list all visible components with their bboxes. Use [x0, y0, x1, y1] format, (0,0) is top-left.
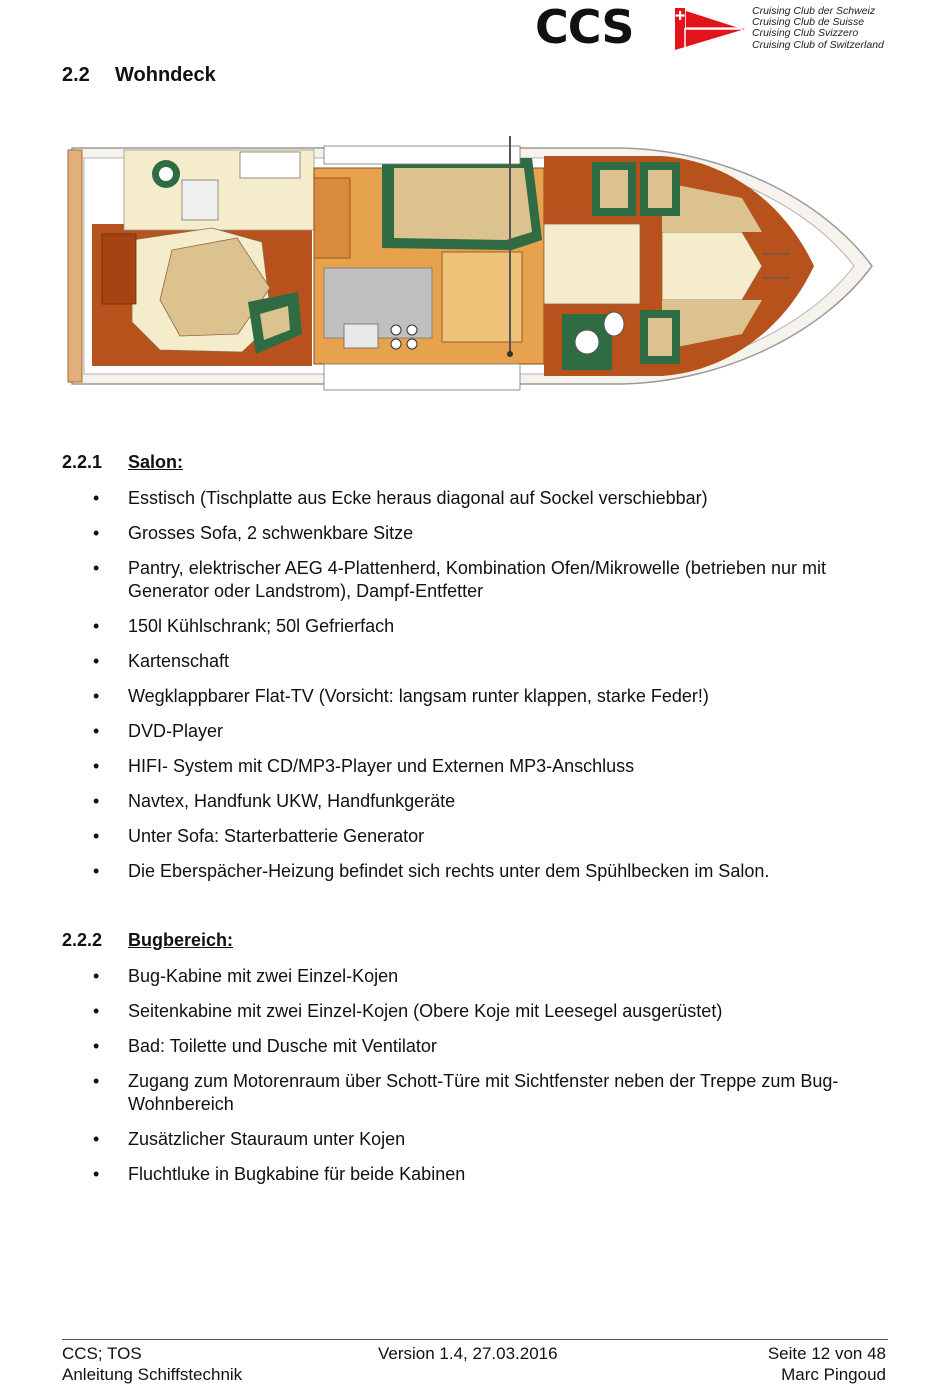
list-item: • Grosses Sofa, 2 schwenkbare Sitze	[62, 522, 882, 545]
subsection-heading-salon	[62, 452, 183, 473]
footer-page-number: Seite 12 von 48	[767, 1344, 886, 1363]
list-item: • Seitenkabine mit zwei Einzel-Kojen (Obere Koje mit Leesegel ausgerüstet)	[62, 1000, 882, 1023]
footer-org: CCS; TOS	[62, 1344, 142, 1363]
logo-name-de: Cruising Club der Schweiz	[752, 5, 876, 17]
logo-name-en: Cruising Club of Switzerland	[752, 38, 884, 51]
list-item: • Die Eberspächer-Heizung befindet sich rechts unter dem Spühlbecken im Salon.	[62, 860, 882, 883]
list-item: • Zugang zum Motorenraum über Schott-Türe mit Sichtfenster neben der Treppe zum Bug-Wohnbereich	[62, 1070, 882, 1116]
subsection-title: Salon:	[128, 452, 184, 472]
footer-version: Version 1.4, 27.03.2016	[378, 1344, 558, 1363]
subsection-number: 2.2.2	[62, 930, 103, 950]
subsection-heading-bugbereich	[62, 930, 233, 951]
subsection-number: 2.2.1	[62, 452, 103, 472]
logo-name-fr: Cruising Club de Suisse	[752, 16, 865, 29]
list-item: • HIFI- System mit CD/MP3-Player und Externen MP3-Anschluss	[62, 755, 882, 778]
subsection-title: Bugbereich:	[128, 930, 234, 950]
list-item: • 150l Kühlschrank; 50l Gefrierfach	[62, 615, 882, 638]
section-title: Wohndeck	[115, 64, 216, 86]
footer-doc-title: Anleitung Schiffstechnik	[62, 1365, 243, 1384]
list-item: • Bad: Toilette und Dusche mit Ventilator	[62, 1035, 882, 1058]
list-item: • Wegklappbarer Flat-TV (Vorsicht: langsam runter klappen, starke Feder!)	[62, 685, 882, 708]
list-item: • Fluchtluke in Bugkabine für beide Kabinen	[62, 1163, 882, 1186]
list-item: • Esstisch (Tischplatte aus Ecke heraus diagonal auf Sockel verschiebbar)	[62, 487, 882, 510]
logo-name-it: Cruising Club Svizzero	[752, 27, 859, 40]
list-item: • Zusätzlicher Stauraum unter Kojen	[62, 1128, 882, 1151]
list-item: • Unter Sofa: Starterbatterie Generator	[62, 825, 882, 848]
footer-divider	[62, 1339, 888, 1340]
list-item: • Pantry, elektrischer AEG 4-Plattenherd, Kombination Ofen/Mikrowelle (betrieben nur mit Generator oder Landstrom), Dampf-Entfetter	[62, 557, 882, 603]
footer-right	[768, 1343, 886, 1385]
logo-club-names	[752, 6, 884, 51]
list-item: • Bug-Kabine mit zwei Einzel-Kojen	[62, 965, 882, 988]
logo-acronym: CCS	[535, 0, 634, 54]
section-number: 2.2	[62, 64, 90, 86]
boat-deck-plan	[62, 128, 874, 404]
list-item: • DVD-Player	[62, 720, 882, 743]
list-item: • Kartenschaft	[62, 650, 882, 673]
list-item: • Navtex, Handfunk UKW, Handfunkgeräte	[62, 790, 882, 813]
footer-author: Marc Pingoud	[781, 1365, 886, 1384]
swiss-flag-pennant-icon	[675, 8, 745, 50]
bugbereich-list	[62, 965, 882, 1198]
ccs-logo	[535, 0, 895, 54]
salon-list	[62, 487, 882, 895]
section-heading	[62, 64, 216, 87]
footer-left	[62, 1343, 242, 1385]
